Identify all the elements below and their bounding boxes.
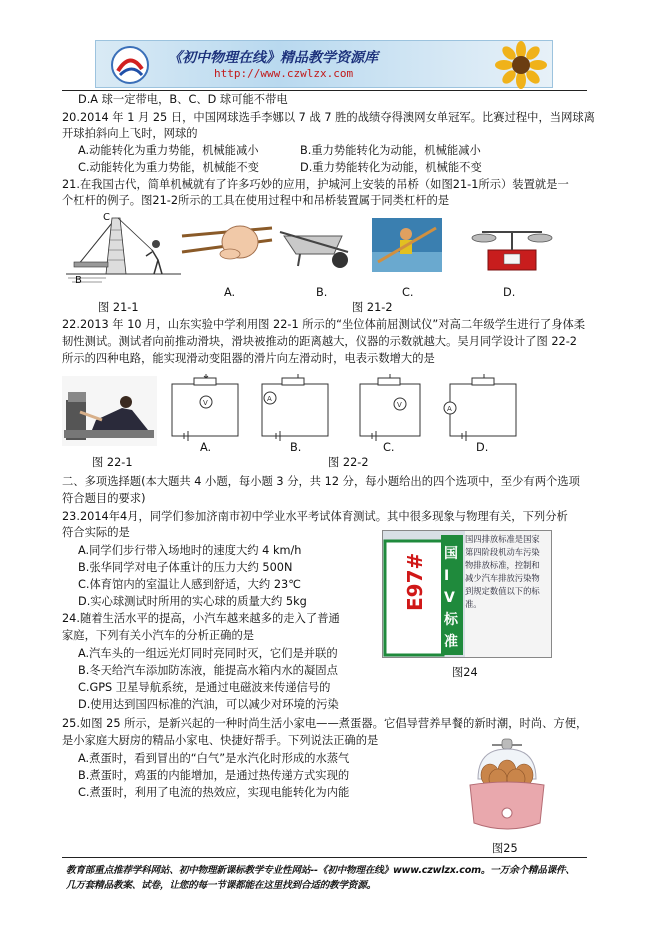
fig22-2-caption: 图 22-2 <box>328 456 369 469</box>
sign-side-text: 国IV标准 <box>444 546 458 650</box>
q25-option-a: A.煮蛋时，看到冒出的“白气”是水汽化时形成的水蒸气 <box>78 752 350 765</box>
header-rule <box>62 90 587 91</box>
chopsticks-figure <box>182 222 274 272</box>
q20-option-d: D.重力势能转化为动能，机械能不变 <box>300 161 482 174</box>
q21-stem: 21.在我国古代，简单机械就有了许多巧妙的应用，护城河上安装的吊桥（如图21-1所示）装置就是一 <box>62 178 569 191</box>
q22-stem-cont: 韧性测试。测试者向前推动滑块，滑块被推动的距离越大，仪器的示数就越大。吴月同学设计了图 22-2 <box>62 335 577 348</box>
q24-stem-cont: 家庭，下列有关小汽车的分析正确的是 <box>62 629 255 642</box>
svg-text:A: A <box>447 405 452 413</box>
circuit-a <box>172 374 238 441</box>
q24-stem: 24.随着生活水平的提高，小汽车越来越多的走入了普通 <box>62 612 340 625</box>
fig24-notice: 国四排放标准是国家第四阶段机动车污染物排放标准，控制和减少汽车排放污染物到规定数值以下的标准。 <box>465 534 540 609</box>
footer-line-1: 教育部重点推荐学科网站、初中物理新课标教学专业性网站--《初中物理在线》www.czwlzx.com。一万余个精品课件、 <box>66 865 575 876</box>
section2-heading-cont: 符合题目的要求) <box>62 492 146 505</box>
svg-text:A: A <box>267 395 272 403</box>
q23-option-a: A.同学们步行带入场地时的速度大约 4 km/h <box>78 544 302 557</box>
fig22-1-caption: 图 22-1 <box>92 456 133 469</box>
q20-option-b: B.重力势能转化为动能，机械能减小 <box>300 144 481 157</box>
q25-stem-cont: 是小家庭大厨房的精品小家电、快捷好帮手。下列说法正确的是 <box>62 734 379 747</box>
q25-option-b: B.煮蛋时，鸡蛋的内能增加，是通过热传递方式实现的 <box>78 769 350 782</box>
circuit-d <box>444 374 516 441</box>
circuit-diagrams <box>166 372 521 444</box>
fig21-2-caption: 图 21-2 <box>352 301 393 314</box>
fig22-option-c: C. <box>383 441 395 454</box>
fig21-option-b: B. <box>316 286 328 299</box>
fig21-option-c: C. <box>402 286 414 299</box>
footer-rule <box>62 857 587 858</box>
fig21-option-d: D. <box>503 286 516 299</box>
fig25-caption: 图25 <box>492 842 518 855</box>
fig21-1-caption: 图 21-1 <box>98 301 139 314</box>
q25-option-c: C.煮蛋时，利用了电流的热效应，实现电能转化为内能 <box>78 786 350 799</box>
scale-balance-figure <box>470 214 552 272</box>
flexibility-tester-photo <box>62 376 157 446</box>
q23-stem-cont: 符合实际的是 <box>62 526 130 539</box>
q19-option-d: D.A 球一定带电，B、C、D 球可能不带电 <box>78 93 288 106</box>
fig22-option-d: D. <box>476 441 489 454</box>
fig22-option-a: A. <box>200 441 212 454</box>
q24-option-c: C.GPS 卫星导航系统，是通过电磁波来传递信号的 <box>78 681 331 694</box>
q20-stem: 20.2014 年 1 月 25 日，中国网球选手李娜以 7 战 7 胜的战绩夺得澳网女单冠军。比赛过程中，当网球离 <box>62 111 595 124</box>
q20-option-a: A.动能转化为重力势能，机械能减小 <box>78 144 259 157</box>
q21-stem-cont: 个杠杆的例子。图21-2所示的工具在使用过程中和吊桥装置属于同类杠杆的是 <box>62 194 450 207</box>
svg-text:V: V <box>397 401 402 409</box>
q23-stem: 23.2014年4月，同学们参加济南市初中学业水平考试体育测试。其中很多现象与物理有关，下列分析 <box>62 510 568 523</box>
q24-option-a: A.汽车头的一组远光灯同时亮同时灭，它们是并联的 <box>78 647 338 660</box>
circuit-b <box>262 374 328 441</box>
wheelbarrow-figure <box>278 222 358 272</box>
fig24-caption: 图24 <box>452 666 478 679</box>
label-c: C <box>103 212 110 223</box>
q24-option-d: D.使用达到国四标准的汽油，可以减少对环境的污染 <box>78 698 339 711</box>
egg-cooker-figure <box>462 735 552 839</box>
sunflower-icon <box>496 42 546 88</box>
banner-title: 《初中物理在线》精品教学资源库 <box>168 50 378 66</box>
label-b: B <box>75 275 82 286</box>
rowing-photo <box>372 218 442 272</box>
banner-url[interactable]: http://www.czwlzx.com <box>214 67 354 80</box>
q24-option-b: B.冬天给汽车添加防冻液，能提高水箱内水的凝固点 <box>78 664 338 677</box>
sign-number: E97# <box>403 552 427 611</box>
svg-text:V: V <box>203 399 208 407</box>
q20-stem-cont: 开球拍斜向上飞时，网球的 <box>62 127 198 140</box>
circuit-c <box>360 374 420 441</box>
q22-stem-cont2: 所示的四种电路，能实现滑动变阻器的滑片向左滑动时，电表示数增大的是 <box>62 352 435 365</box>
q25-stem: 25.如图 25 所示，是新兴起的一种时尚生活小家电——煮蛋器。它倡导营养早餐的新时潮，时尚、方便， <box>62 717 588 730</box>
section2-heading: 二、多项选择题(本大题共 4 小题，每小题 3 分，共 12 分，每小题给出的四个选项中，至少有两个选项 <box>62 475 580 488</box>
q20-option-c: C.动能转化为重力势能，机械能不变 <box>78 161 259 174</box>
q22-stem: 22.2013 年 10 月，山东实验中学利用图 22-1 所示的“坐位体前屈测试仪”对高二年级学生进行了身体柔 <box>62 318 586 331</box>
q23-option-d: D.实心球测试时所用的实心球的质量大约 5kg <box>78 595 307 608</box>
fig21-option-a: A. <box>224 286 236 299</box>
footer-line-2: 几万套精品教案、试卷，让您的每一节课都能在这里找到合适的教学资源。 <box>66 880 376 891</box>
fig22-option-b: B. <box>290 441 302 454</box>
site-logo-icon <box>110 45 150 85</box>
q23-option-b: B.张华同学对电子体重计的压力大约 500N <box>78 561 293 574</box>
q23-option-c: C.体育馆内的室温让人感到舒适，大约 23℃ <box>78 578 301 591</box>
drawbridge-figure <box>66 210 181 290</box>
header-banner <box>95 40 553 88</box>
